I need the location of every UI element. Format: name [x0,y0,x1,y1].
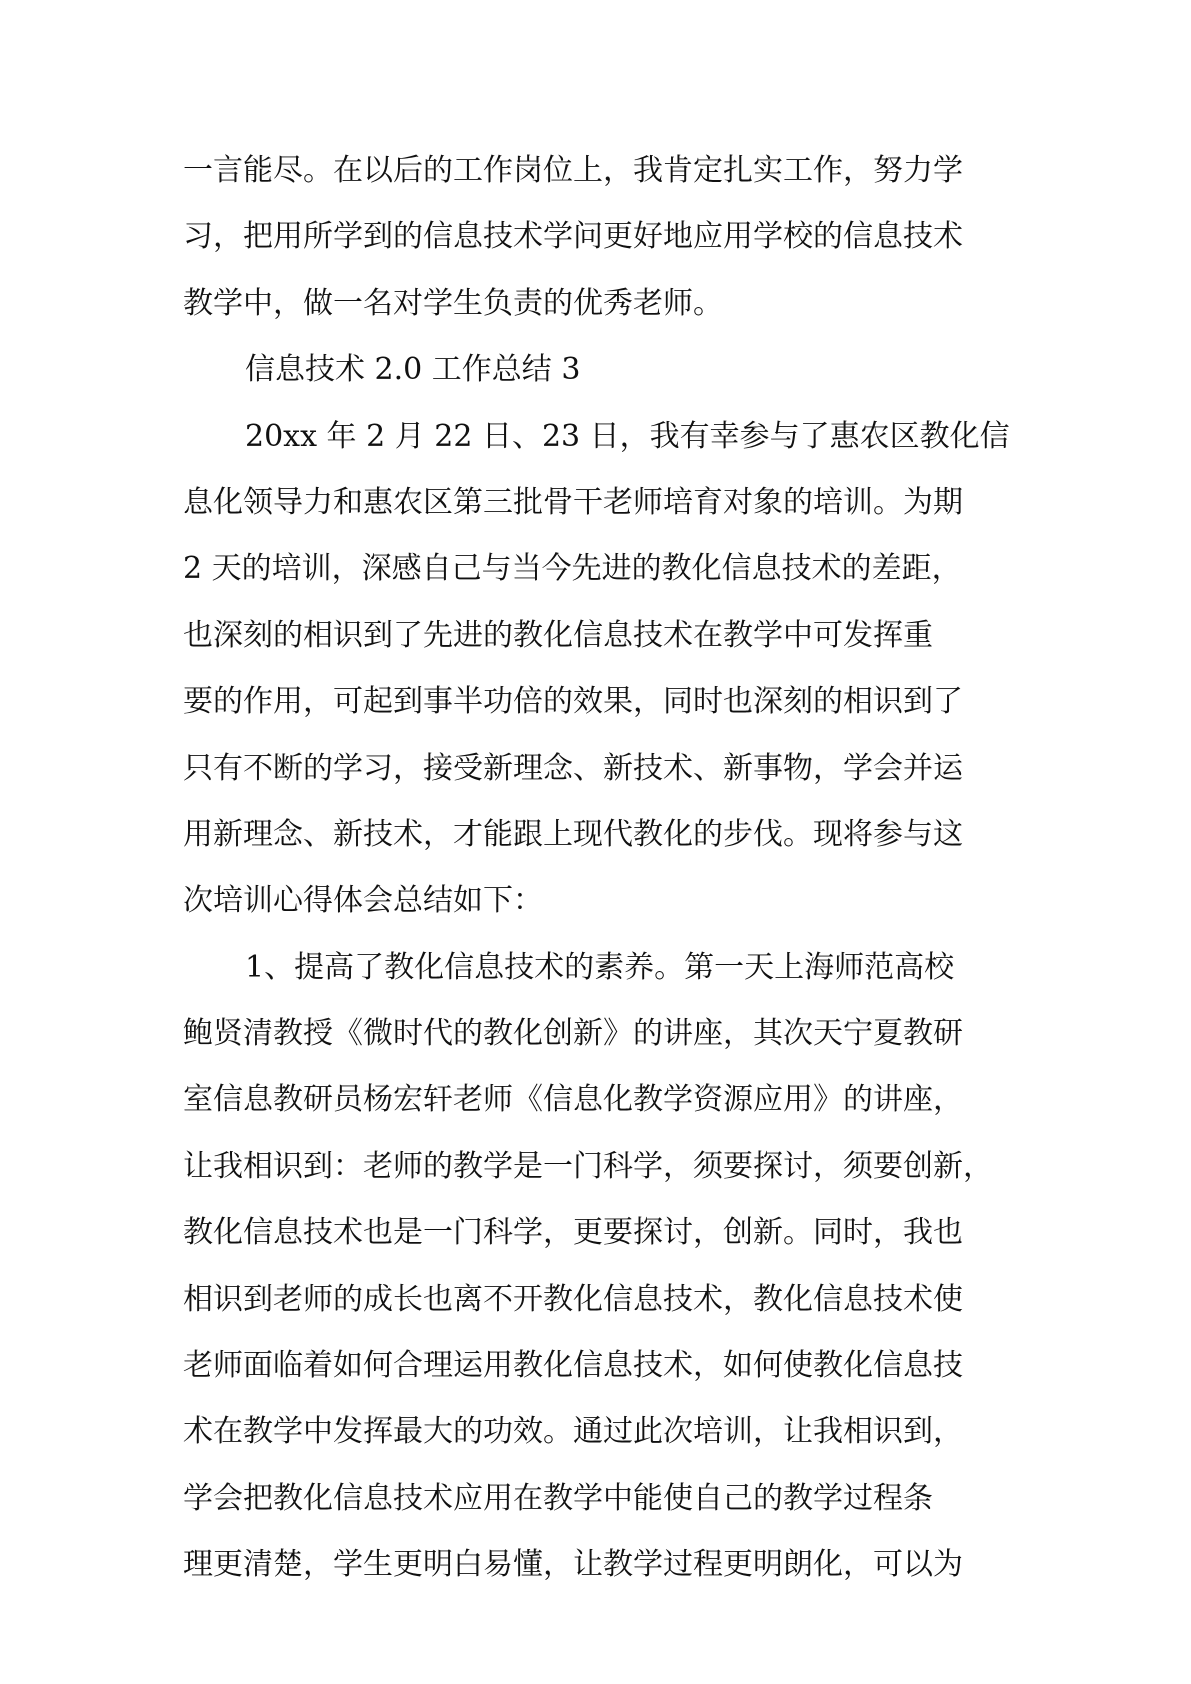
section-heading: 信息技术 2.0 工作总结 3 [245,352,581,388]
text-line: 一言能尽。在以后的工作岗位上，我肯定扎实工作，努力学 [183,153,963,188]
text-line: 相识到老师的成长也离不开教化信息技术，教化信息技术使 [183,1281,963,1317]
text-line: 1、提高了教化信息技术的素养。第一天上海师范高校 [245,949,955,985]
text-line: 也深刻的相识到了先进的教化信息技术在教学中可发挥重 [183,617,933,653]
text-line: 要的作用，可起到事半功倍的效果，同时也深刻的相识到了 [183,684,963,720]
text-line: 教学中，做一名对学生负责的优秀老师。 [183,285,723,321]
text-line: 理更清楚，学生更明白易懂，让教学过程更明朗化，可以为 [183,1547,963,1583]
document-body [183,138,1053,1599]
text-line: 2 天的培训，深感自己与当今先进的教化信息技术的差距， [183,551,962,587]
text-line: 用新理念、新技术，才能跟上现代教化的步伐。现将参与这 [183,816,963,852]
text-line: 教化信息技术也是一门科学，更要探讨，创新。同时，我也 [183,1215,963,1251]
text-line: 鲍贤清教授《微时代的教化创新》的讲座，其次天宁夏教研 [183,1016,963,1052]
text-line: 次培训心得体会总结如下： [183,883,543,919]
text-line: 室信息教研员杨宏轩老师《信息化教学资源应用》的讲座， [183,1082,963,1118]
text-line: 学会把教化信息技术应用在教学中能使自己的教学过程条 [183,1480,933,1516]
text-line: 让我相识到：老师的教学是一门科学，须要探讨，须要创新， [183,1148,993,1184]
text-line: 只有不断的学习，接受新理念、新技术、新事物，学会并运 [183,750,963,786]
text-line: 20xx 年 2 月 22 日、23 日，我有幸参与了惠农区教化信 [245,418,1010,454]
text-line: 术在教学中发挥最大的功效。通过此次培训，让我相识到， [183,1414,963,1450]
text-line: 习，把用所学到的信息技术学问更好地应用学校的信息技术 [183,219,963,255]
text-line: 息化领导力和惠农区第三批骨干老师培育对象的培训。为期 [183,484,963,520]
text-line: 老师面临着如何合理运用教化信息技术，如何使教化信息技 [183,1348,963,1384]
